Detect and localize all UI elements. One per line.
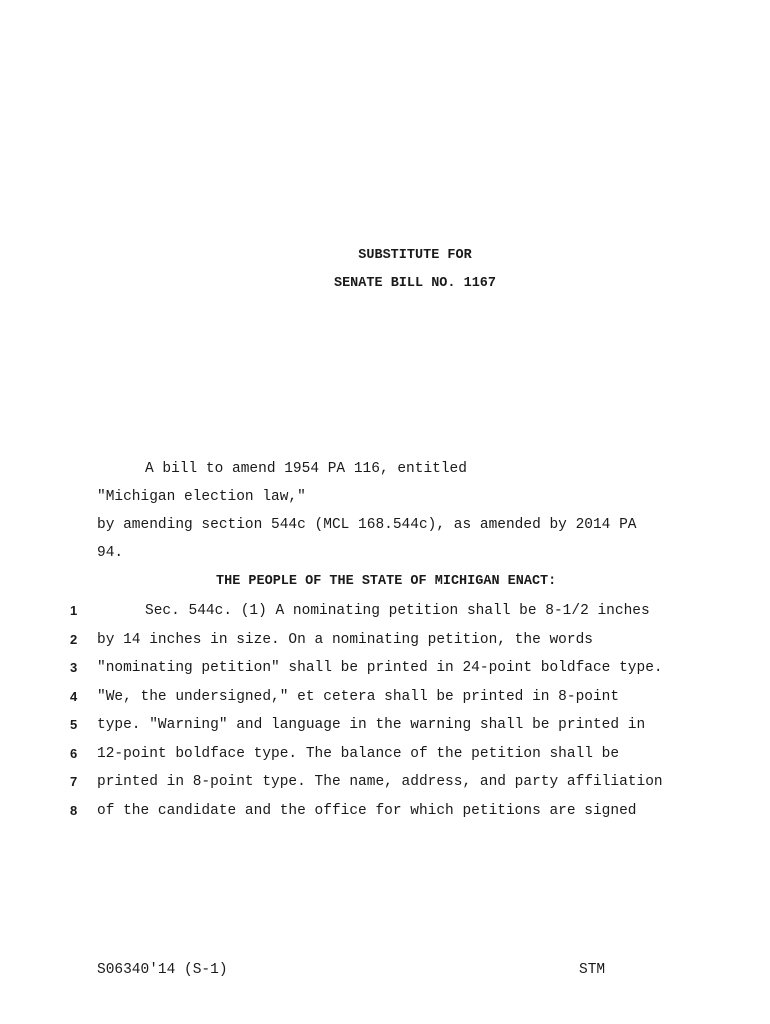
line-number: 5 bbox=[70, 717, 78, 732]
body-line: by 14 inches in size. On a nominating petition, the words bbox=[97, 632, 593, 648]
line-number: 1 bbox=[70, 603, 78, 618]
body-line: Sec. 544c. (1) A nominating petition shall be 8-1/2 inches bbox=[145, 603, 650, 619]
bill-heading-line1: SUBSTITUTE FOR bbox=[358, 248, 472, 263]
line-number: 2 bbox=[70, 632, 78, 647]
enacting-clause: THE PEOPLE OF THE STATE OF MICHIGAN ENACT: bbox=[216, 574, 557, 589]
intro-line-1: A bill to amend 1954 PA 116, entitled bbox=[145, 461, 467, 477]
body-line: printed in 8-point type. The name, address, and party affiliation bbox=[97, 774, 663, 790]
intro-line-4: 94. bbox=[97, 545, 124, 561]
body-line: of the candidate and the office for which petitions are signed bbox=[97, 803, 637, 819]
body-line: "nominating petition" shall be printed in 24-point boldface type. bbox=[97, 660, 663, 676]
body-line: "We, the undersigned," et cetera shall be printed in 8-point bbox=[97, 689, 620, 705]
line-number: 8 bbox=[70, 803, 78, 818]
line-number: 3 bbox=[70, 660, 78, 675]
intro-line-2: "Michigan election law," bbox=[97, 489, 306, 505]
body-line: type. "Warning" and language in the warning shall be printed in bbox=[97, 717, 646, 733]
body-line: 12-point boldface type. The balance of the petition shall be bbox=[97, 746, 620, 762]
line-number: 4 bbox=[70, 689, 78, 704]
footer-initials: STM bbox=[579, 962, 606, 978]
line-number: 6 bbox=[70, 746, 78, 761]
line-number: 7 bbox=[70, 774, 78, 789]
intro-line-3: by amending section 544c (MCL 168.544c), as amended by 2014 PA bbox=[97, 517, 637, 533]
footer-document-id: S06340'14 (S-1) bbox=[97, 962, 228, 978]
bill-heading-line2: SENATE BILL NO. 1167 bbox=[333, 276, 497, 291]
